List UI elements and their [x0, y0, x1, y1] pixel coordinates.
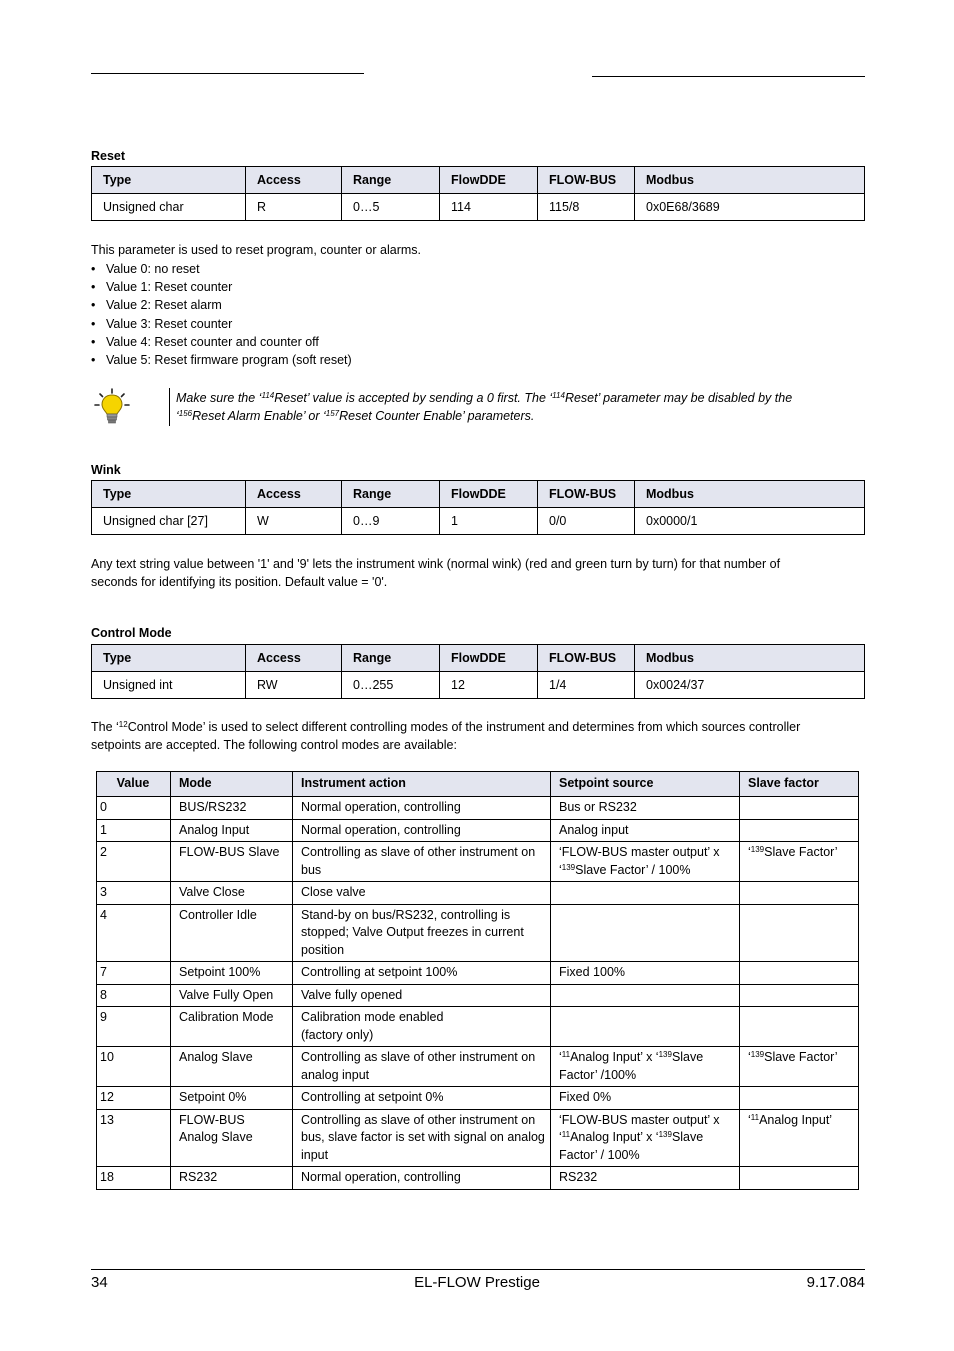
flowbus-cell: 0/0	[538, 508, 635, 535]
lightbulb-icon	[92, 387, 132, 427]
header-cell: Instrument action	[293, 772, 551, 797]
product-name: EL-FLOW Prestige	[414, 1274, 540, 1291]
header-cell: Type	[92, 645, 246, 672]
range-cell: 0…255	[342, 672, 440, 699]
slave-factor-cell: ‘$^{139}$Slave Factor’	[740, 842, 859, 882]
type-cell: Unsigned char	[92, 194, 246, 221]
paragraph-line: setpoints are accepted. The following control modes are available:	[91, 738, 457, 752]
header-cell: Type	[92, 481, 246, 508]
table-row	[97, 1047, 859, 1087]
table-row	[97, 882, 859, 905]
slave-factor-cell: ‘$^{139}$Slave Factor’	[740, 1047, 859, 1087]
value-cell: 1	[97, 819, 171, 842]
footer-rule	[91, 1269, 865, 1270]
value-cell: 0	[97, 797, 171, 820]
table-row	[97, 1007, 859, 1047]
source-cell: ‘FLOW-BUS master output’ x ‘$^{11}$Analog Input’ x ‘$^{139}$Slave Factor’ / 100%	[551, 1109, 740, 1167]
slave-factor-cell	[740, 904, 859, 962]
slave-factor-cell	[740, 1007, 859, 1047]
list-item: • Value 2: Reset alarm	[91, 298, 222, 313]
table-row	[97, 1167, 859, 1190]
mode-cell: FLOW-BUS Analog Slave	[171, 1109, 293, 1167]
mode-cell: Calibration Mode	[171, 1007, 293, 1047]
modbus-cell: 0x0E68/3689	[635, 194, 865, 221]
table-header-row	[92, 481, 865, 508]
access-cell: W	[246, 508, 342, 535]
source-cell: Bus or RS232	[551, 797, 740, 820]
range-cell: 0…5	[342, 194, 440, 221]
mode-cell: Valve Close	[171, 882, 293, 905]
header-cell: Value	[97, 772, 171, 797]
value-cell: 18	[97, 1167, 171, 1190]
slave-factor-cell	[740, 1167, 859, 1190]
header-cell: Range	[342, 645, 440, 672]
table-row	[92, 672, 865, 699]
source-cell: Fixed 100%	[551, 962, 740, 985]
table-row	[92, 194, 865, 221]
flowbus-cell: 115/8	[538, 194, 635, 221]
list-item: • Value 5: Reset firmware program (soft reset)	[91, 353, 352, 368]
source-cell	[551, 1007, 740, 1047]
mode-cell: Controller Idle	[171, 904, 293, 962]
action-cell: Controlling as slave of other instrument on bus	[293, 842, 551, 882]
page-number: 34	[91, 1274, 108, 1291]
slave-factor-cell	[740, 819, 859, 842]
flowbus-cell: 1/4	[538, 672, 635, 699]
type-cell: Unsigned int	[92, 672, 246, 699]
header-cell: Setpoint source	[551, 772, 740, 797]
tip-divider	[169, 388, 170, 426]
slave-factor-cell	[740, 1087, 859, 1110]
source-cell: Fixed 0%	[551, 1087, 740, 1110]
paragraph-line: Any text string value between '1' and '9' lets the instrument wink (normal wink) (red and green turn by turn) for that number of	[91, 557, 781, 571]
source-cell: ‘FLOW-BUS master output’ x ‘$^{139}$Slave Factor’ / 100%	[551, 842, 740, 882]
wink-title: Wink	[91, 463, 121, 477]
table-row	[97, 797, 859, 820]
mode-cell: Analog Input	[171, 819, 293, 842]
value-cell: 7	[97, 962, 171, 985]
reset-param-table	[91, 166, 865, 221]
control-mode-description	[91, 718, 800, 754]
access-cell: RW	[246, 672, 342, 699]
source-cell	[551, 984, 740, 1007]
reset-description: This parameter is used to reset program, counter or alarms.	[91, 243, 421, 257]
mode-cell: FLOW-BUS Slave	[171, 842, 293, 882]
table-header-row	[92, 167, 865, 194]
source-cell: RS232	[551, 1167, 740, 1190]
list-item: • Value 0: no reset	[91, 262, 200, 276]
flowdde-cell: 12	[440, 672, 538, 699]
header-rule-left	[91, 73, 364, 74]
reset-values-list	[91, 260, 352, 369]
header-cell: FLOW-BUS	[538, 645, 635, 672]
document-number: 9.17.084	[806, 1274, 865, 1291]
header-cell: Access	[246, 167, 342, 194]
list-item: • Value 3: Reset counter	[91, 316, 233, 331]
wink-description	[91, 555, 780, 591]
table-row	[97, 1109, 859, 1167]
source-cell: Analog input	[551, 819, 740, 842]
modbus-cell: 0x0024/37	[635, 672, 865, 699]
value-cell: 12	[97, 1087, 171, 1110]
action-cell: Normal operation, controlling	[293, 819, 551, 842]
table-row	[97, 962, 859, 985]
action-cell: Normal operation, controlling	[293, 1167, 551, 1190]
tip-line: Make sure the ‘$^{114}$Reset’ value is accepted by sending a 0 first. The ‘$^{114}$Reset’ parameter may be disabled by the	[176, 391, 793, 405]
value-cell: 13	[97, 1109, 171, 1167]
slave-factor-cell	[740, 882, 859, 905]
header-cell: Access	[246, 645, 342, 672]
reset-title: Reset	[91, 149, 126, 163]
header-cell: FLOW-BUS	[538, 167, 635, 194]
header-cell: Range	[342, 167, 440, 194]
table-row	[97, 842, 859, 882]
flowdde-cell: 114	[440, 194, 538, 221]
header-cell: FlowDDE	[440, 645, 538, 672]
list-item: • Value 4: Reset counter and counter off	[91, 334, 319, 349]
action-cell: Controlling at setpoint 0%	[293, 1087, 551, 1110]
action-cell: Controlling as slave of other instrument on bus, slave factor is set with signal on analog input	[293, 1109, 551, 1167]
control-modes-table	[96, 771, 859, 1190]
value-cell: 10	[97, 1047, 171, 1087]
header-cell: Access	[246, 481, 342, 508]
table-header-row	[92, 645, 865, 672]
type-cell: Unsigned char [27]	[92, 508, 246, 535]
action-cell: Controlling at setpoint 100%	[293, 962, 551, 985]
header-cell: Modbus	[635, 645, 865, 672]
table-row	[97, 819, 859, 842]
modbus-cell: 0x0000/1	[635, 508, 865, 535]
header-cell: Range	[342, 481, 440, 508]
header-cell: Modbus	[635, 167, 865, 194]
paragraph-line: The ‘$^{12}$Control Mode’ is used to select different controlling modes of the instrument and determines from which sources controller	[91, 720, 801, 734]
mode-cell: RS232	[171, 1167, 293, 1190]
source-cell: ‘$^{11}$Analog Input’ x ‘$^{139}$Slave Factor’ /100%	[551, 1047, 740, 1087]
wink-param-table	[91, 480, 865, 535]
paragraph-line: seconds for identifying its position. Default value = '0'.	[91, 575, 388, 589]
slave-factor-cell: ‘$^{11}$Analog Input’	[740, 1109, 859, 1167]
header-cell: Slave factor	[740, 772, 859, 797]
slave-factor-cell	[740, 962, 859, 985]
value-cell: 3	[97, 882, 171, 905]
table-row	[97, 984, 859, 1007]
action-cell: Valve fully opened	[293, 984, 551, 1007]
slave-factor-cell	[740, 984, 859, 1007]
table-row	[97, 904, 859, 962]
mode-cell: Setpoint 100%	[171, 962, 293, 985]
action-cell: Close valve	[293, 882, 551, 905]
flowdde-cell: 1	[440, 508, 538, 535]
table-row	[92, 508, 865, 535]
mode-cell: Setpoint 0%	[171, 1087, 293, 1110]
mode-cell: BUS/RS232	[171, 797, 293, 820]
table-header-row	[97, 772, 859, 797]
action-cell: Controlling as slave of other instrument on analog input	[293, 1047, 551, 1087]
source-cell	[551, 882, 740, 905]
mode-cell: Analog Slave	[171, 1047, 293, 1087]
reset-tip-note	[176, 389, 792, 425]
value-cell: 2	[97, 842, 171, 882]
action-cell: Normal operation, controlling	[293, 797, 551, 820]
action-cell: Stand-by on bus/RS232, controlling is stopped; Valve Output freezes in current position	[293, 904, 551, 962]
control-mode-param-table	[91, 644, 865, 699]
value-cell: 8	[97, 984, 171, 1007]
table-row	[97, 1087, 859, 1110]
value-cell: 4	[97, 904, 171, 962]
header-rule-right	[592, 76, 865, 77]
header-cell: FlowDDE	[440, 481, 538, 508]
slave-factor-cell	[740, 797, 859, 820]
header-cell: Modbus	[635, 481, 865, 508]
control-mode-title: Control Mode	[91, 626, 172, 640]
access-cell: R	[246, 194, 342, 221]
range-cell: 0…9	[342, 508, 440, 535]
list-item: • Value 1: Reset counter	[91, 280, 233, 295]
header-cell: Mode	[171, 772, 293, 797]
header-cell: FlowDDE	[440, 167, 538, 194]
mode-cell: Valve Fully Open	[171, 984, 293, 1007]
tip-line: ‘$^{156}$Reset Alarm Enable’ or ‘$^{157}$Reset Counter Enable’ parameters.	[176, 409, 535, 423]
header-cell: Type	[92, 167, 246, 194]
header-cell: FLOW-BUS	[538, 481, 635, 508]
source-cell	[551, 904, 740, 962]
action-cell: Calibration mode enabled (factory only)	[293, 1007, 551, 1047]
value-cell: 9	[97, 1007, 171, 1047]
